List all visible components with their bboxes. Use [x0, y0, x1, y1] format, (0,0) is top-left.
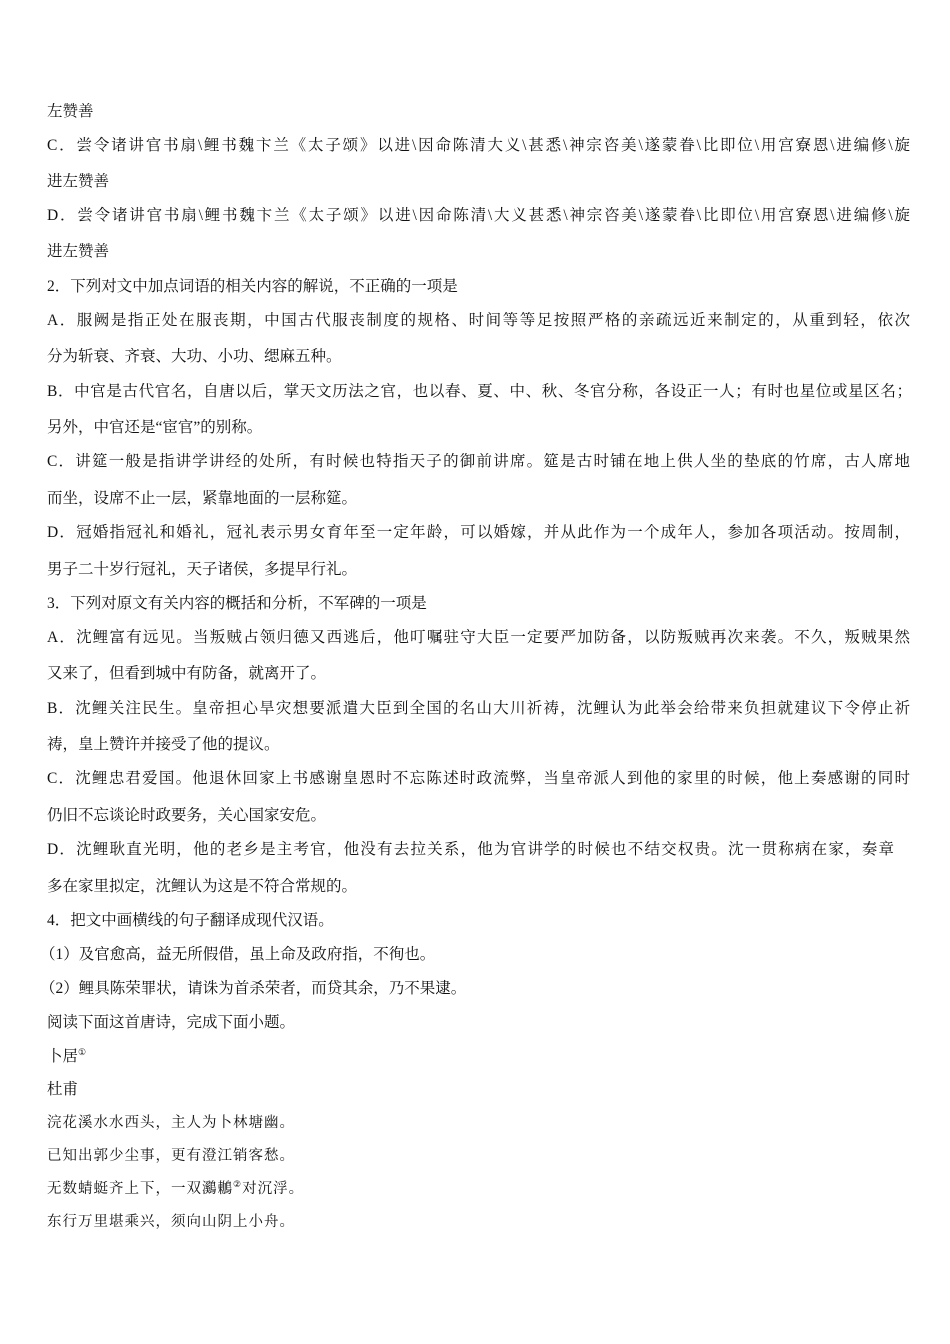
- footnote-mark: ①: [78, 1047, 87, 1057]
- reading-instruction: 阅读下面这首唐诗，完成下面小题。: [47, 1014, 296, 1031]
- q3-option-a: A．沈鲤富有远见。当叛贼占领归德又西逃后，他叮嘱驻守大臣一定要严加防备，以防叛贼再次来袭。不久，叛贼果然: [47, 629, 910, 646]
- q2-option-d: D．冠婚指冠礼和婚礼，冠礼表示男女育年至一定年龄，可以婚嫁，并从此作为一个成年人，参加各项活动。按周制，: [47, 524, 910, 541]
- q3-option-d: D．沈鲤耿直光明，他的老乡是主考官，他没有去拉关系，他为官讲学的时候也不结交权贵。沈一贯称病在家，奏章: [47, 841, 894, 858]
- q3-option-b: B．沈鲤关注民生。皇帝担心旱灾想要派遣大臣到全国的名山大川祈祷，沈鲤认为此举会给带来负担就建议下令停止祈: [47, 700, 910, 717]
- q2-option-a: A．服阙是指正处在服丧期，中国古代服丧制度的规格、时间等等足按照严格的亲疏远近来制定的，从重到轻，依次: [47, 312, 910, 329]
- poem-title: 卜居①: [47, 1047, 87, 1065]
- option-d: D．尝令诸讲官书扇\鲤书魏卞兰《太子颂》以进\因命陈清\大义甚悉\神宗咨美\遂蒙眷\比即位\用宫寮恩\进编修\旋: [47, 207, 910, 224]
- poem-line: 浣花溪水水西头，主人为卜林塘幽。: [47, 1115, 295, 1131]
- text-line: 男子二十岁行冠礼，天子诸侯，多提早行礼。: [47, 561, 358, 578]
- q3-option-c: C．沈鲤忠君爱国。他退休回家上书感谢皇恩时不忘陈述时政流弊，当皇帝派人到他的家里的时候，他上奏感谢的同时: [47, 770, 910, 787]
- text-line: 左赞善: [47, 103, 94, 120]
- poem-line: 无数蜻蜓齐上下，一双鸂鶒②对沉浮。: [47, 1180, 305, 1197]
- text-line: 进左赞善: [47, 173, 110, 190]
- text-line: 进左赞善: [47, 243, 110, 260]
- question-3: 3．下列对原文有关内容的概括和分析，不军碑的一项是: [47, 595, 427, 612]
- poem-line: 东行万里堪乘兴，须向山阴上小舟。: [47, 1214, 295, 1230]
- poem-line: 已知出郭少尘事，更有澄江销客愁。: [47, 1148, 295, 1164]
- text-line: 仍旧不忘谈论时政要务，关心国家安危。: [47, 807, 327, 824]
- text-line: 另外，中官还是“宦官”的别称。: [47, 419, 263, 436]
- q2-option-c: C．讲筵一般是指讲学讲经的处所，有时候也特指天子的御前讲席。筵是古时铺在地上供人坐的垫底的竹席，古人席地: [47, 453, 910, 470]
- text-line: 分为斩衰、齐衰、大功、小功、缌麻五种。: [47, 348, 342, 365]
- option-c: C．尝令诸讲官书扇\鲤书魏卞兰《太子颂》以进\因命陈清大义\甚悉\神宗咨美\遂蒙眷\比即位\用宫寮恩\进编修\旋: [47, 137, 910, 154]
- q4-item-2: （2）鲤具陈荣罪状，请诛为首杀荣者，而贷其余，乃不果逮。: [40, 980, 467, 997]
- poem-author: 杜甫: [47, 1081, 79, 1098]
- question-4: 4．把文中画横线的句子翻译成现代汉语。: [47, 912, 334, 929]
- text-line: 又来了，但看到城中有防备，就离开了。: [47, 665, 327, 682]
- q2-option-b: B．中官是古代官名，自唐以后，掌天文历法之官，也以春、夏、中、秋、冬官分称，各设正一人；有时也星位或星区名；: [47, 383, 912, 400]
- q4-item-1: （1）及官愈高，益无所假借，虽上命及政府指，不徇也。: [40, 946, 436, 963]
- text-line: 多在家里拟定，沈鲤认为这是不符合常规的。: [47, 878, 358, 895]
- text-line: 祷，皇上赞许并接受了他的提议。: [47, 736, 280, 753]
- footnote-mark: ②: [233, 1180, 243, 1190]
- question-2: 2．下列对文中加点词语的相关内容的解说，不正确的一项是: [47, 278, 458, 295]
- text-line: 而坐，设席不止一层，紧靠地面的一层称筵。: [47, 490, 358, 507]
